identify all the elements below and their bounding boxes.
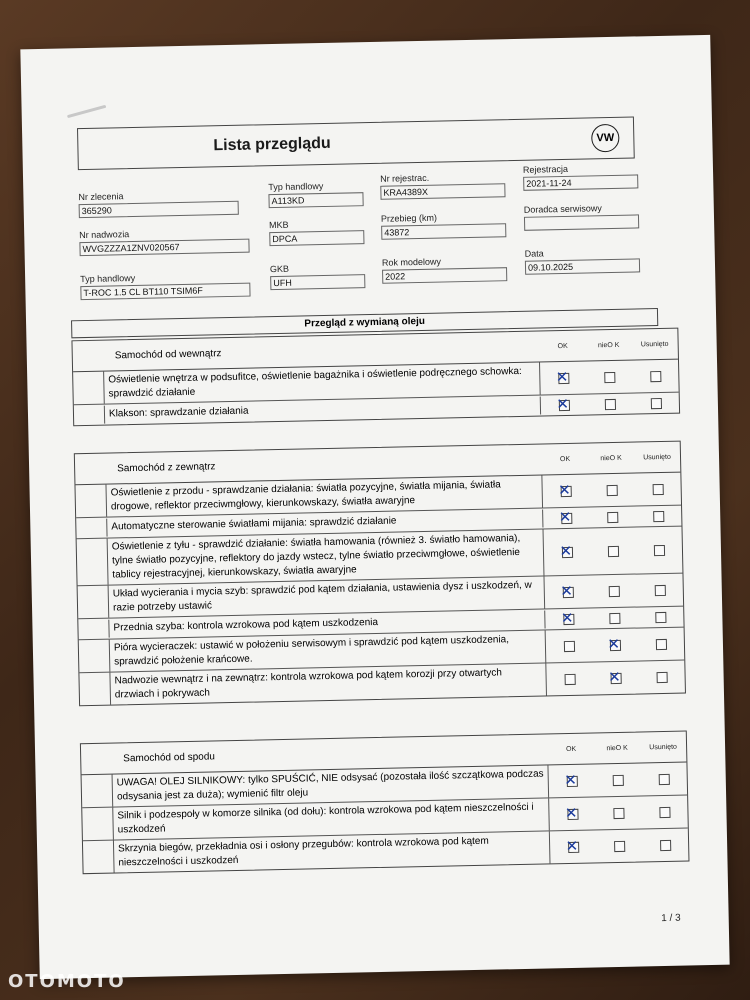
checkbox-usunieto[interactable] xyxy=(655,638,666,649)
row-description: UWAGA! OLEJ SILNIKOWY: tylko SPUŚCIĆ, NIE odsysać (pozostała ilość szczątkowa podczas odsysania jest za duża); wymienić filtr oleju xyxy=(112,765,550,806)
checkbox-nie-ok[interactable] xyxy=(608,585,619,596)
field-nr-zlecenia: Nr zlecenia 365290 xyxy=(78,189,239,218)
column-header-usunieto: Usunięto xyxy=(643,453,671,461)
checkbox-nie-ok[interactable] xyxy=(606,484,617,495)
field-przebieg: Przebieg (km) 43872 xyxy=(381,211,507,240)
checkbox-ok[interactable] xyxy=(562,586,573,597)
checkbox-cell xyxy=(596,840,642,852)
staple xyxy=(67,105,106,118)
section-title: Przegląd z wymianą oleju xyxy=(71,308,658,338)
checkbox-ok[interactable] xyxy=(567,808,578,819)
field-nr-nadwozia: Nr nadwozia WVGZZZA1ZNV020567 xyxy=(79,227,250,257)
checkbox-nie-ok[interactable] xyxy=(612,774,623,785)
checkbox-cell xyxy=(540,372,586,384)
checkbox-usunieto[interactable] xyxy=(653,510,664,521)
checkbox-cell xyxy=(591,612,637,624)
checkbox-cell xyxy=(590,545,636,557)
checkbox-cell xyxy=(545,586,591,598)
checkbox-ok[interactable] xyxy=(558,399,569,410)
checkbox-cell xyxy=(593,672,639,684)
checkbox-ok[interactable] xyxy=(561,546,572,557)
table-inside xyxy=(71,328,680,427)
column-header-ok: OK xyxy=(559,455,571,463)
inspection-sheet xyxy=(20,35,729,979)
checkbox-usunieto[interactable] xyxy=(653,544,664,555)
checkbox-nie-ok[interactable] xyxy=(607,545,618,556)
field-mkb: MKB DPCA xyxy=(269,218,365,246)
checkbox-cell xyxy=(545,613,591,625)
row-description: Układ wycierania i mycia szyb: sprawdzić pod kątem działania, ustawienia dysz i uszkodzeń, w razie potrzeby ustawić xyxy=(108,576,546,617)
checkbox-ok[interactable] xyxy=(566,775,577,786)
checkbox-ok[interactable] xyxy=(561,512,572,523)
checkbox-cell xyxy=(595,774,641,786)
checkbox-nie-ok[interactable] xyxy=(609,612,620,623)
field-gkb: GKB UFH xyxy=(270,262,366,290)
checkbox-cell xyxy=(589,484,635,496)
table-underbody xyxy=(80,731,690,875)
checkbox-cell xyxy=(632,370,678,382)
checkbox-cell xyxy=(550,841,596,853)
checkbox-cell xyxy=(544,546,590,558)
column-header-usunieto: Usunięto xyxy=(640,340,669,348)
checkbox-nie-ok[interactable] xyxy=(610,672,621,683)
checkbox-usunieto[interactable] xyxy=(650,370,661,381)
checkbox-cell xyxy=(637,611,683,623)
checkbox-cell xyxy=(589,511,635,523)
watermark-logo: OTOMOTO xyxy=(8,971,126,992)
checkbox-usunieto[interactable] xyxy=(660,839,671,850)
field-nr-rejestrac: Nr rejestrac. KRA4389X xyxy=(380,171,506,200)
checkbox-cell xyxy=(543,512,589,524)
checkbox-usunieto[interactable] xyxy=(650,397,661,408)
table-title: Samochód od spodu xyxy=(123,750,216,764)
checkbox-cell xyxy=(641,806,687,818)
checkbox-usunieto[interactable] xyxy=(656,671,667,682)
row-description: Oświetlenie wnętrza w podsufitce, oświetlenie bagażnika i oświetlenie podręcznego schowka: sprawdzić działanie xyxy=(103,363,541,404)
checkbox-cell xyxy=(592,639,638,651)
vehicle-info xyxy=(78,163,651,310)
row-description: Automatyczne sterowanie światłami mijania: sprawdzić działanie xyxy=(106,509,543,536)
checkbox-cell xyxy=(541,399,587,411)
checkbox-cell xyxy=(543,485,589,497)
checkbox-cell xyxy=(549,775,595,787)
checkbox-cell xyxy=(635,483,681,495)
row-description: Przednia szyba: kontrola wzrokowa pod kątem uszkodzenia xyxy=(108,610,545,637)
checkbox-usunieto[interactable] xyxy=(659,806,670,817)
checkbox-ok[interactable] xyxy=(564,673,575,684)
checkbox-cell xyxy=(595,807,641,819)
field-rok-modelowy: Rok modelowy 2022 xyxy=(382,255,508,284)
field-typ-handlowy-kod: Typ handlowy A113KD xyxy=(268,180,364,208)
checkbox-cell xyxy=(636,544,682,556)
field-rejestracja: Rejestracja 2021-11-24 xyxy=(523,162,639,190)
checkbox-cell xyxy=(637,584,683,596)
row-description: Pióra wycieraczek: ustawić w położeniu serwisowym i sprawdzić pod kątem uszkodzenia, sprawdzić położenie krańcowe. xyxy=(109,630,547,671)
checkbox-usunieto[interactable] xyxy=(654,584,665,595)
field-doradca: Doradca serwisowy xyxy=(524,202,640,230)
page-title: Lista przeglądu xyxy=(213,134,331,155)
column-header-nie-ok: nieO K xyxy=(597,341,620,349)
table-title: Samochód z zewnątrz xyxy=(117,460,216,474)
row-description: Oświetlenie z przodu - sprawdzanie działania: światła pozycyjne, światła mijania, światła drogowe, reflektor przeciwmgłowy, kierunkowskazy, światła awaryjne xyxy=(105,475,543,516)
field-typ-handlowy: Typ handlowy T-ROC 1.5 CL BT110 TSIM6F xyxy=(80,271,251,301)
row-description: Silnik i podzespoły w komorze silnika (od dołu): kontrola wzrokowa pod kątem nieszczelności i uszkodzeń xyxy=(112,798,550,839)
checkbox-ok[interactable] xyxy=(568,841,579,852)
row-description: Skrzynia biegów, przekładnia osi i osłony przegubów: kontrola wzrokowa pod kątem nieszczelności i uszkodzeń xyxy=(113,831,551,872)
column-header-nie-ok: nieO K xyxy=(606,744,628,752)
row-description: Nadwozie wewnątrz i na zewnątrz: kontrola wzrokowa pod kątem korozji przy otwartych drzwiach i pokrywach xyxy=(109,663,547,704)
checkbox-usunieto[interactable] xyxy=(655,611,666,622)
checkbox-cell xyxy=(639,671,685,683)
checkbox-cell xyxy=(635,510,681,522)
checkbox-cell xyxy=(549,808,595,820)
checkbox-cell xyxy=(546,640,592,652)
checkbox-cell xyxy=(587,398,633,410)
checkbox-cell xyxy=(586,371,632,383)
table-outside xyxy=(74,441,686,707)
checkbox-usunieto[interactable] xyxy=(652,483,663,494)
checkbox-nie-ok[interactable] xyxy=(604,371,615,382)
column-header-nie-ok: nieO K xyxy=(600,454,622,462)
checkbox-cell xyxy=(547,673,593,685)
checkbox-cell xyxy=(591,585,637,597)
page-number: 1 / 3 xyxy=(661,912,681,925)
checkbox-cell xyxy=(633,397,679,409)
vw-logo-icon: VW xyxy=(591,124,620,153)
checkbox-ok[interactable] xyxy=(563,613,574,624)
column-header-ok: OK xyxy=(565,745,577,753)
header-box xyxy=(77,116,635,170)
checkbox-nie-ok[interactable] xyxy=(609,639,620,650)
checkbox-usunieto[interactable] xyxy=(658,773,669,784)
checkbox-nie-ok[interactable] xyxy=(607,511,618,522)
checkbox-cell xyxy=(638,638,684,650)
checkbox-nie-ok[interactable] xyxy=(613,807,624,818)
checkbox-ok[interactable] xyxy=(563,640,574,651)
table-title: Samochód od wewnątrz xyxy=(114,347,222,361)
checkbox-ok[interactable] xyxy=(560,485,571,496)
checkbox-cell xyxy=(641,773,687,785)
checkbox-ok[interactable] xyxy=(558,372,569,383)
checkbox-nie-ok[interactable] xyxy=(614,840,625,851)
column-header-usunieto: Usunięto xyxy=(649,743,677,751)
field-data: Data 09.10.2025 xyxy=(525,246,641,274)
column-header-ok: OK xyxy=(557,342,568,350)
row-description: Klakson: sprawdzanie działania xyxy=(104,397,541,424)
checkbox-cell xyxy=(642,839,688,851)
row-description: Oświetlenie z tyłu - sprawdzić działanie: światła hamowania (również 3. światło hamowania), tylne światło pozycyjne, reflektory do jazdy wstecz, tylne światło przeciwmgłowe, oświetlenie tablicy rejestracyjnej, kierunkowskazy, światła awaryjne xyxy=(107,529,545,584)
checkbox-nie-ok[interactable] xyxy=(604,398,615,409)
